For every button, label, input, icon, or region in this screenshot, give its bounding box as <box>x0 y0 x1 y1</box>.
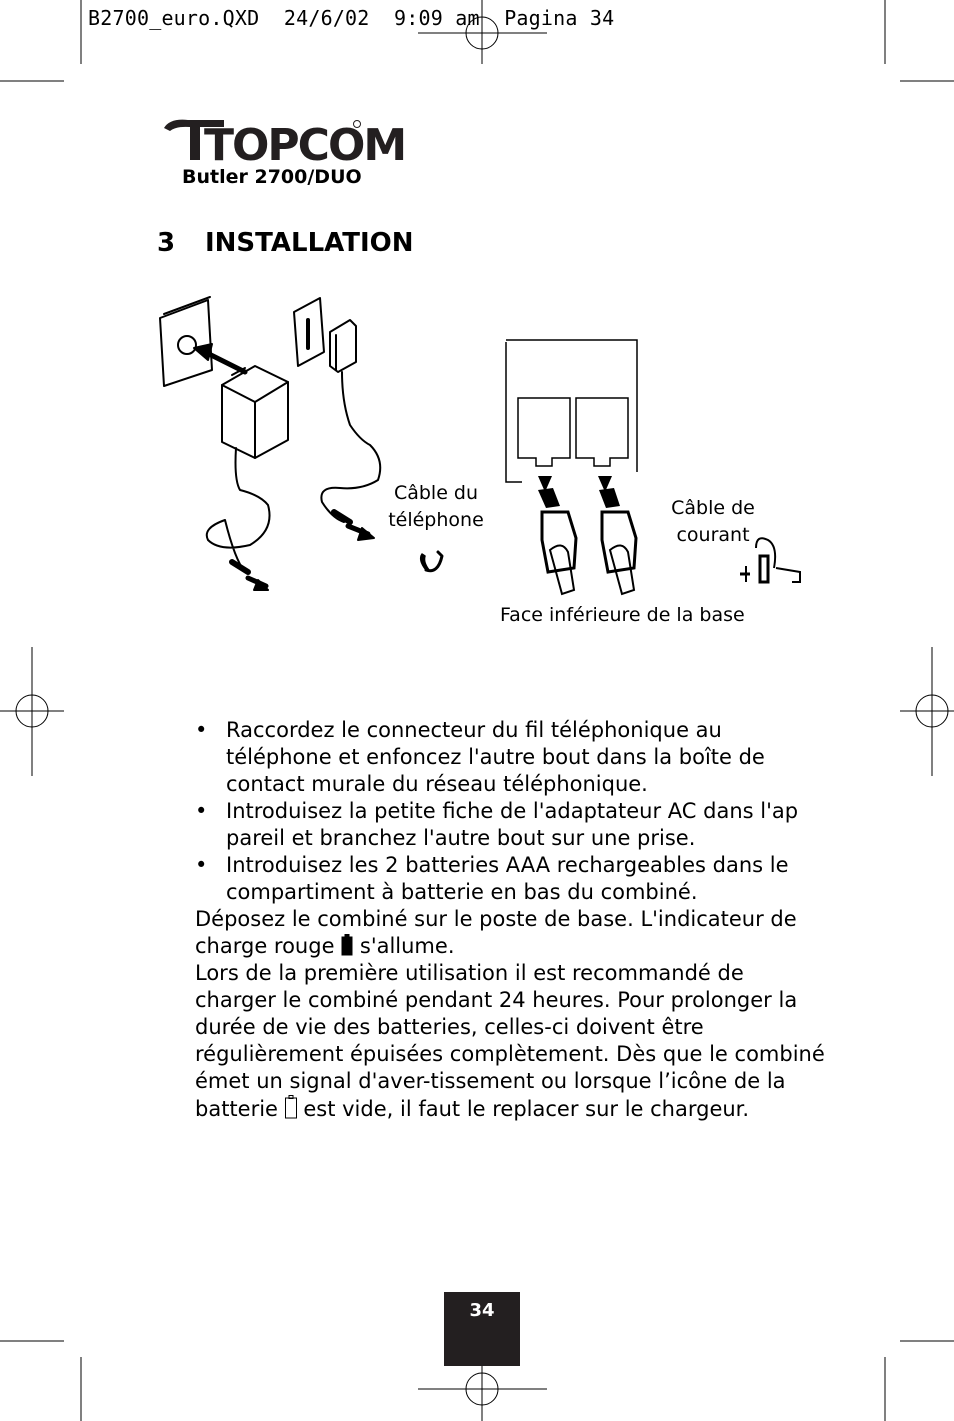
registration-mark-bottom <box>418 1358 547 1421</box>
wall-socket <box>160 297 212 386</box>
bullet-text: Introduisez la petite fiche de l'adaptateur AC dans l'ap pareil et branchez l'autre bout sur une prise. <box>226 799 799 850</box>
bullet-text: Raccordez le connecteur du fil téléphonique au téléphone et enfoncez l'autre bout dans la boîte de contact murale du réseau téléphonique. <box>226 718 765 796</box>
page-number: 34 <box>444 1292 520 1366</box>
battery-full-icon <box>341 934 353 956</box>
registration-mark-left <box>0 647 64 776</box>
logo-wordmark: TOPCOM <box>204 120 406 171</box>
phone-wall-box <box>294 298 356 372</box>
label-phone-cable: Câble du téléphone <box>388 482 484 531</box>
paragraph-battery: Lors de la première utilisation il est recommandé de charger le combiné pendant 24 heures. Pour prolonger la durée de vie des batteries, celles-ci doivent être régulièrement épuisées complètement. Dès que le combiné émet un signal d'aver-tissement ou lorsque l’icône de la batterie est vide, il faut le replacer sur le chargeur. <box>195 961 825 1121</box>
section-number: 3 <box>157 228 176 258</box>
ac-adapter <box>222 366 288 458</box>
bullet-icon: • <box>195 799 208 823</box>
bullet-icon: • <box>195 853 208 877</box>
section-heading <box>157 228 414 258</box>
topcom-logo <box>160 114 406 171</box>
bullet-icon: • <box>195 718 208 742</box>
bullet-text: Introduisez les 2 batteries AAA rechargeables dans le compartiment à batterie en bas du combiné. <box>226 853 789 904</box>
list-item <box>195 852 825 906</box>
base-underside <box>506 340 637 482</box>
installation-illustration <box>150 290 820 600</box>
section-title: INSTALLATION <box>205 228 414 258</box>
list-item <box>195 798 825 852</box>
model-name: Butler 2700/DUO <box>182 166 362 188</box>
figure-caption: Face inférieure de la base <box>500 604 745 626</box>
list-item <box>195 717 825 798</box>
paragraph-charge: Déposez le combiné sur le poste de base. L'indicateur de charge rouge s'allume. <box>195 907 797 958</box>
instructions <box>195 717 825 1123</box>
battery-empty-icon <box>285 1095 297 1119</box>
label-power-cable: Câble de courant <box>671 497 755 546</box>
print-slug: B2700_euro.QXD 24/6/02 9:09 am Pagina 34 <box>88 6 615 30</box>
registration-mark-right <box>900 647 954 776</box>
